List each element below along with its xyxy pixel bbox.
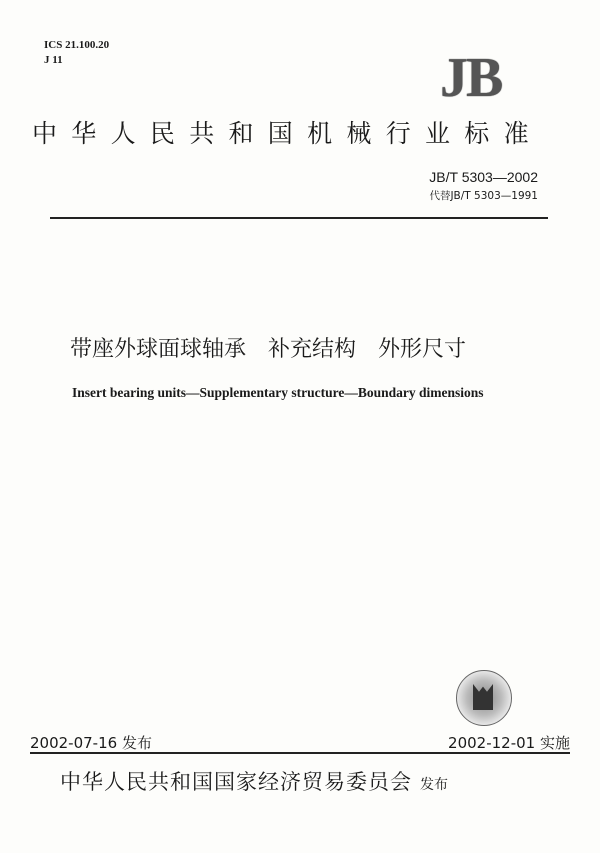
header-divider — [50, 217, 548, 219]
implementation-date: 2002-12-01 实施 — [448, 734, 570, 752]
ccs-code: J 11 — [44, 54, 63, 66]
publisher — [60, 768, 448, 799]
industry-standard-heading: 中华人民共和国机械行业标准 — [32, 119, 543, 148]
official-seal-icon — [456, 670, 512, 726]
classification-codes — [44, 38, 109, 68]
publisher-name: 中华人民共和国国家经济贸易委员会 — [60, 770, 412, 794]
title-part: 外形尺寸 — [378, 337, 467, 362]
title-chinese — [70, 336, 488, 364]
replaces-code: 代替JB/T 5303—1991 — [429, 190, 538, 202]
title-english: Insert bearing units—Supplementary structure—Boundary dimensions — [72, 385, 484, 400]
jb-logo: JB — [440, 47, 502, 109]
title-part: 带座外球面球轴承 — [70, 337, 247, 362]
publisher-action: 发布 — [420, 777, 448, 793]
footer-divider — [30, 752, 570, 754]
ics-code: ICS 21.100.20 — [44, 39, 110, 51]
issue-date: 2002-07-16 发布 — [30, 734, 152, 752]
standard-code: JB/T 5303—2002 — [429, 169, 538, 185]
title-part: 补充结构 — [268, 337, 357, 362]
